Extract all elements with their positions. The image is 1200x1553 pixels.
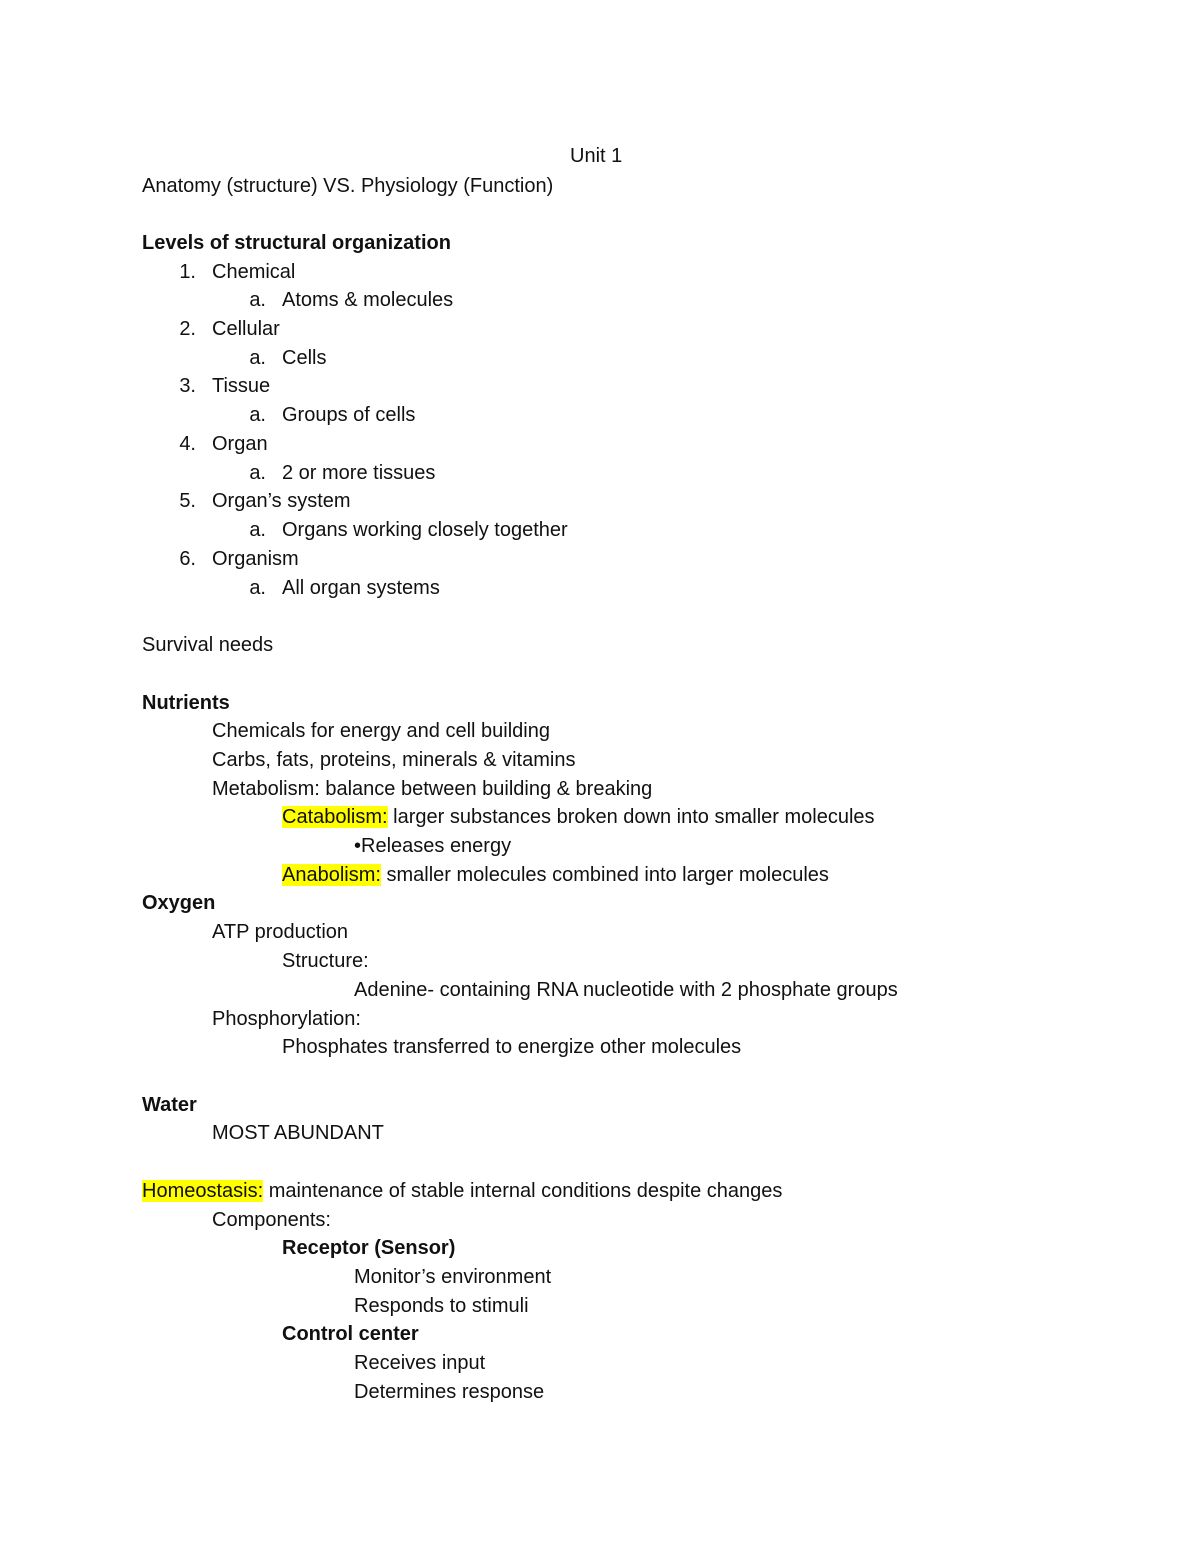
control-center-heading: Control center [282, 1323, 419, 1345]
sub-list-marker: a. [249, 404, 266, 426]
sub-list-marker: a. [249, 289, 266, 311]
sub-list-item: Groups of cells [282, 404, 416, 426]
sub-list-marker: a. [249, 577, 266, 599]
homeostasis-term: Homeostasis: [142, 1180, 264, 1202]
atp-production: ATP production [212, 921, 349, 943]
metabolism-line: Metabolism: balance between building & breaking [212, 778, 653, 800]
list-number: 3. [179, 375, 196, 397]
control-center-item: Determines response [354, 1381, 545, 1403]
list-item-label: Organ [212, 433, 268, 455]
page-subtitle: Anatomy (structure) VS. Physiology (Function) [142, 175, 554, 197]
list-item-label: Cellular [212, 318, 280, 340]
list-number: 2. [179, 318, 196, 340]
homeostasis-line [142, 1179, 782, 1203]
oxygen-heading: Oxygen [142, 892, 216, 914]
anabolism-definition: smaller molecules combined into larger molecules [380, 864, 829, 886]
phosphorylation-label: Phosphorylation: [212, 1008, 361, 1030]
list-number: 4. [179, 433, 196, 455]
sub-list-item: Cells [282, 347, 327, 369]
nutrients-line: Chemicals for energy and cell building [212, 720, 550, 742]
list-number: 6. [179, 548, 196, 570]
page-title: Unit 1 [570, 145, 623, 167]
structure-definition: Adenine- containing RNA nucleotide with 2 phosphate groups [354, 979, 898, 1001]
list-item-label: Tissue [212, 375, 271, 397]
anabolism-line [282, 863, 829, 887]
sub-list-marker: a. [249, 462, 266, 484]
catabolism-line [282, 805, 875, 829]
phosphorylation-definition: Phosphates transferred to energize other molecules [282, 1036, 742, 1058]
water-heading: Water [142, 1094, 197, 1116]
water-line: MOST ABUNDANT [212, 1122, 384, 1144]
sub-list-marker: a. [249, 519, 266, 541]
levels-heading: Levels of structural organization [142, 232, 451, 254]
receptor-heading: Receptor (Sensor) [282, 1237, 456, 1259]
sub-list-marker: a. [249, 347, 266, 369]
list-item-label: Organism [212, 548, 299, 570]
nutrients-line: Carbs, fats, proteins, minerals & vitamins [212, 749, 576, 771]
nutrients-heading: Nutrients [142, 692, 230, 714]
list-number: 5. [179, 490, 196, 512]
receptor-item: Responds to stimuli [354, 1295, 529, 1317]
sub-list-item: 2 or more tissues [282, 462, 436, 484]
structure-label: Structure: [282, 950, 369, 972]
list-number: 1. [179, 261, 196, 283]
sub-list-item: All organ systems [282, 577, 440, 599]
homeostasis-definition: maintenance of stable internal conditions despite changes [263, 1180, 783, 1202]
sub-list-item: Atoms & molecules [282, 289, 454, 311]
list-item-label: Chemical [212, 261, 296, 283]
control-center-item: Receives input [354, 1352, 486, 1374]
sub-list-item: Organs working closely together [282, 519, 568, 541]
releases-energy-bullet: •Releases energy [354, 835, 512, 857]
survival-heading: Survival needs [142, 634, 274, 656]
components-label: Components: [212, 1209, 331, 1231]
catabolism-definition: larger substances broken down into smaller molecules [387, 806, 875, 828]
list-item-label: Organ’s system [212, 490, 351, 512]
catabolism-term: Catabolism: [282, 806, 388, 828]
receptor-item: Monitor’s environment [354, 1266, 552, 1288]
anabolism-term: Anabolism: [282, 864, 381, 886]
